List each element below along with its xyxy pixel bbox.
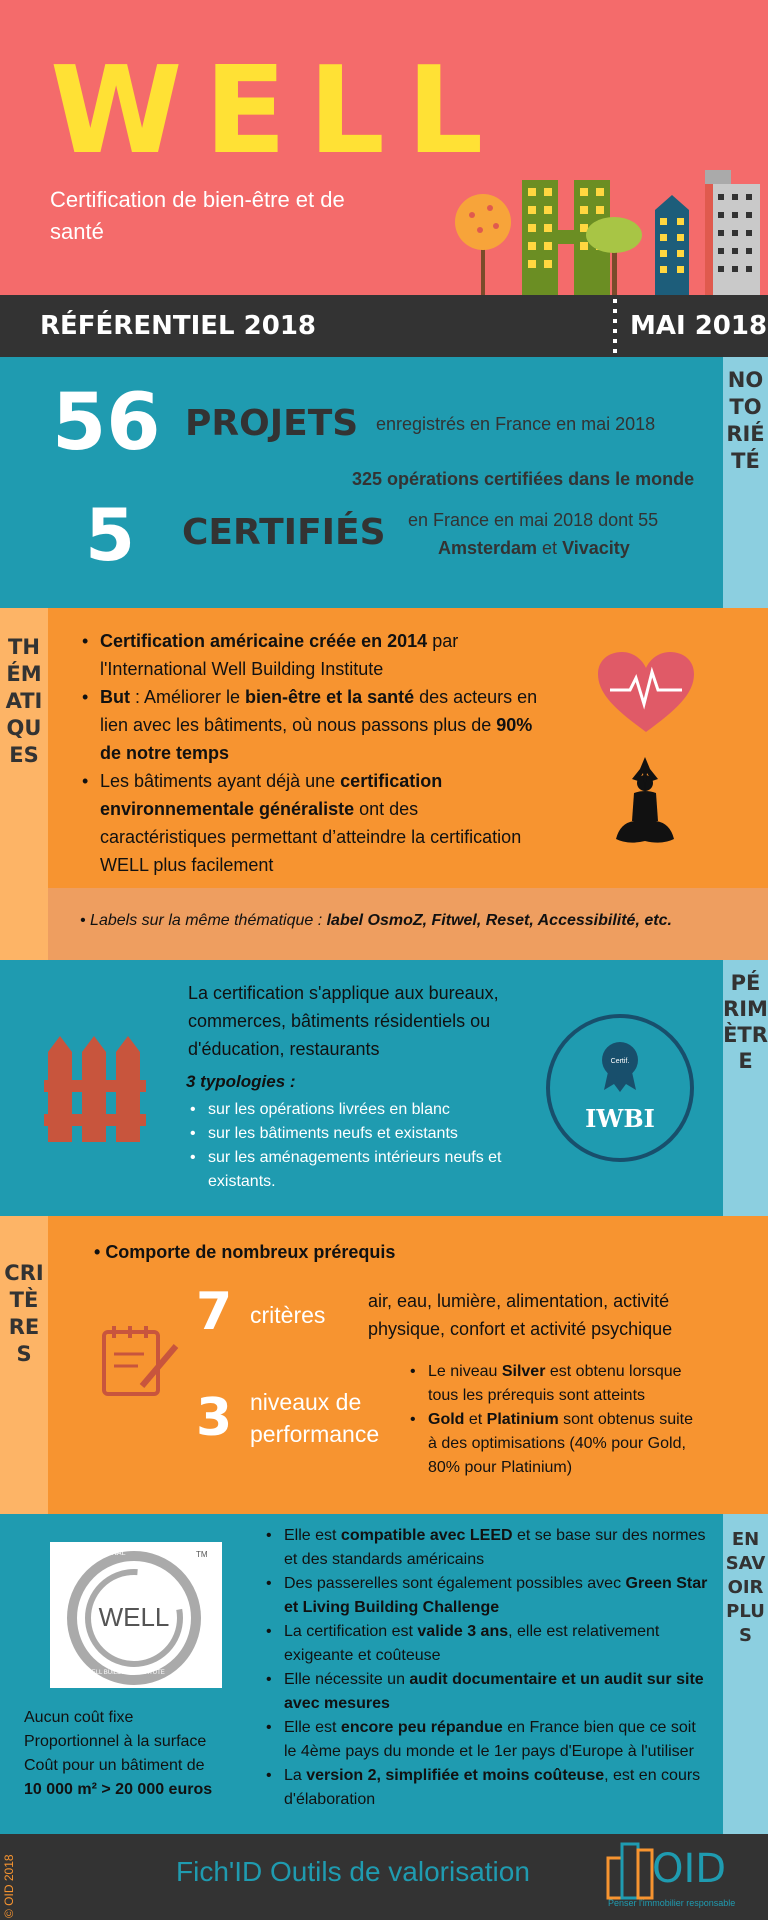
fence-icon	[44, 1032, 146, 1142]
list-item: • Certification américaine créée en 2014 par l'International Well Building Institute	[78, 627, 538, 683]
list-item: • Le niveau Silver est obtenu lorsque tous les prérequis sont atteints	[406, 1360, 706, 1408]
logo-word: WELL	[98, 1602, 170, 1632]
well-logo	[50, 1542, 222, 1688]
list-item: • But : Améliorer le bien-être et la santé des acteurs en lien avec les bâtiments, où nous passons plus de 90% de notre temps	[78, 683, 538, 767]
projects-number: 56	[52, 378, 161, 468]
criteres-side-label: CRITÈRES	[4, 1261, 44, 1366]
list-item: • Des passerelles sont également possibles avec Green Star et Living Building Challenge	[262, 1572, 712, 1620]
tree-icon	[455, 194, 511, 295]
perimetre-intro: La certification s'applique aux bureaux, commerces, bâtiments résidentiels ou d'éducation, restaurants	[188, 983, 499, 1059]
heart-pulse-icon	[596, 650, 696, 736]
page-title: WELL	[50, 42, 506, 181]
copyright: © OID 2018	[2, 1854, 16, 1918]
list-item: • sur les opérations livrées en blanc	[186, 1098, 526, 1122]
logo-ring-bottom: WELL BUILDING INSTITUTE	[86, 1670, 165, 1676]
thematiques-list	[78, 627, 538, 879]
page-subtitle: Certification de bien-être et de santé	[50, 187, 345, 244]
thematiques-side-label: THÉMATIQUES	[5, 635, 43, 767]
criteres-sidebar	[0, 1216, 48, 1514]
perimetre-sidebar	[723, 960, 768, 1216]
oid-logo-text: OID	[652, 1846, 727, 1892]
world-operations: 325 opérations certifiées dans le monde	[352, 469, 695, 489]
criteria-word: critères	[250, 1302, 326, 1328]
criteria-number: 7	[196, 1282, 233, 1342]
award-small-label: Certif.	[610, 1058, 630, 1065]
savoir-list	[262, 1524, 712, 1812]
award-icon	[596, 1040, 644, 1092]
perimetre-side-label: PÉRIMÈTRE	[723, 971, 768, 1073]
list-item: • La version 2, simplifiée et moins coûteuse, est en cours d'élaboration	[262, 1764, 712, 1812]
certified-desc: en France en mai 2018 dont 55	[408, 510, 659, 530]
logo-ring-top: INTERNATIONAL	[70, 1550, 126, 1557]
teal-building-icon	[655, 195, 689, 295]
levels-number: 3	[196, 1388, 233, 1448]
levels-word: niveaux de performance	[250, 1389, 380, 1447]
date-label: MAI 2018	[630, 311, 768, 341]
labels-line: • Labels sur la même thématique : label OsmoZ, Fitwel, Reset, Accessibilité, etc.	[80, 912, 672, 929]
list-item: • Elle est compatible avec LEED et se base sur des normes et des standards américains	[262, 1524, 712, 1572]
criteria-desc: air, eau, lumière, alimentation, activité physique, confort et activité psychique	[368, 1291, 673, 1339]
certified-word: CERTIFIÉS	[182, 512, 386, 553]
cost-block: Aucun coût fixe Proportionnel à la surface Coût pour un bâtiment de 10 000 m² > 20 000 euros	[24, 1709, 213, 1798]
projects-word: PROJETS	[185, 403, 359, 444]
list-item: • sur les aménagements intérieurs neufs et existants.	[186, 1146, 526, 1194]
yoga-icon	[612, 755, 678, 851]
savoir-sidebar	[723, 1514, 768, 1834]
notepad-icon	[100, 1322, 182, 1398]
typologies-list	[186, 1098, 526, 1194]
footer-title: Fich'ID Outils de valorisation	[176, 1856, 530, 1887]
notoriete-sidebar	[723, 357, 768, 608]
list-item: • Gold et Platinium sont obtenus suite à des optimisations (40% pour Gold, 80% pour Platinium)	[406, 1408, 706, 1480]
grey-building-icon	[705, 170, 760, 295]
levels-list	[406, 1360, 706, 1480]
city-illustration	[450, 160, 768, 295]
dotted-divider	[612, 297, 618, 357]
logo-tm: TM	[196, 1550, 208, 1559]
list-item: • Elle est encore peu répandue en France bien que ce soit le 4ème pays du monde et le 1er pays d'Europe à l'utiliser	[262, 1716, 712, 1764]
certified-examples: Amsterdam et Vivacity	[438, 538, 630, 558]
oid-tagline: Penser l'immobilier responsable	[608, 1898, 736, 1908]
referentiel-label: RÉFÉRENTIEL 2018	[40, 311, 316, 341]
iwbi-label: IWBI	[585, 1104, 655, 1133]
iwbi-badge	[546, 1014, 694, 1162]
projects-desc: enregistrés en France en mai 2018	[376, 414, 656, 434]
typologies-heading: 3 typologies :	[186, 1072, 296, 1091]
list-item: • La certification est valide 3 ans, elle est relativement exigeante et coûteuse	[262, 1620, 712, 1668]
list-item: • Les bâtiments ayant déjà une certification environnementale généraliste ont des caractéristiques permettant d’atteindre la certification WELL plus facilement	[78, 767, 538, 879]
certified-number: 5	[85, 493, 136, 577]
criteres-headline: • Comporte de nombreux prérequis	[94, 1242, 396, 1262]
notoriete-side-label: NOTORIÉTÉ	[726, 368, 765, 473]
savoir-side-label: EN SAVOIR PLUS	[725, 1529, 766, 1646]
thematiques-sidebar	[0, 608, 48, 960]
list-item: • sur les bâtiments neufs et existants	[186, 1122, 526, 1146]
list-item: • Elle nécessite un audit documentaire et un audit sur site avec mesures	[262, 1668, 712, 1716]
